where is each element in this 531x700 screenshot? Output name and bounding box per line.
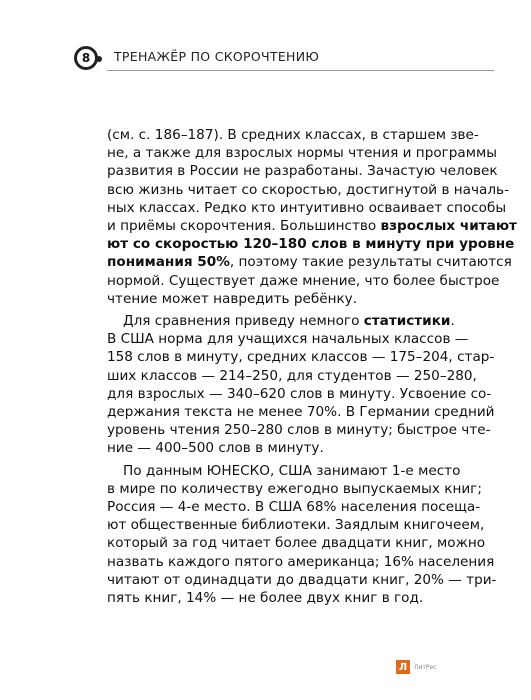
text-run: для взрослых — 340–620 слов в минуту. Усвоение со- [107,385,492,402]
text-run: . [450,313,455,330]
text-line [107,290,447,308]
text-run: (см. с. 186–187). В средних классах, в старшем зве- [107,127,479,143]
page-header [74,46,494,76]
text-run: 158 слов в минуту, средних классов — 175–204, стар- [107,349,495,366]
bold-text: взрослых читают [380,218,517,235]
text-line [107,589,447,607]
text-run: пять книг, 14% — не более двух книг в год. [107,590,424,607]
text-line [107,217,517,235]
text-run: всю жизнь читает со скоростью, достигнутой в началь- [107,181,509,198]
text-line [107,144,497,162]
text-run: и приёмы скорочтения. Большинство [107,218,381,235]
page-number: 8 [81,51,91,65]
text-line [107,421,491,439]
text-run: нормой. Существует даже мнение, что более быстрое [107,272,500,289]
text-line [107,253,512,271]
text-line [107,498,481,516]
text-run: ние — 400–500 слов в минуту. [107,440,324,457]
text-run: в мире по количеству ежегодно выпускаемых книг; [107,480,482,497]
page-number-badge [74,46,98,70]
text-line [107,462,461,480]
text-line [107,272,500,290]
publisher-logo-icon [396,660,410,674]
text-line [107,385,492,403]
text-line [107,403,495,421]
text-run: который за год читает более двадцати книг, можно [107,535,486,552]
text-run: По данным ЮНЕСКО, США занимают 1-е место [123,462,461,479]
text-line [107,199,507,217]
text-run: уровень чтения 250–280 слов в минуту; быстрое чте- [107,422,491,439]
text-run: держания текста не менее 70%. В Германии средний [107,404,495,421]
bold-text: ют со скоростью 120–180 слов в минуту при уровне [107,236,515,253]
publisher-logo-letter: Л [398,661,408,673]
text-run: ших классов — 214–250, для студентов — 250–280, [107,367,477,384]
publisher-name: ЛитРес [414,664,437,671]
text-line [107,162,498,180]
text-run: чтение может навредить ребёнку. [107,290,358,307]
text-line [107,516,485,534]
text-line [107,235,515,253]
paragraph [107,126,517,308]
text-line [107,330,469,348]
text-run: не, а также для взрослых нормы чтения и программы [107,145,497,162]
text-line [107,553,495,571]
body-text [107,126,517,611]
text-line [107,181,509,199]
text-line [107,480,482,498]
text-line [107,534,486,552]
text-run: Россия — 4-е место. В США 68% населения посеща- [107,499,481,516]
text-run: назвать каждого пятого американца; 16% населения [107,553,495,570]
text-run: ют общественные библиотеки. Заядлым книгочеем, [107,517,485,534]
text-line [107,126,479,144]
text-line [107,439,447,457]
text-run: Для сравнения приведу немного [123,313,364,330]
text-line [107,367,477,385]
text-run: ных классах. Редко кто интуитивно осваивает способы [107,199,507,216]
header-rule [107,70,494,71]
text-run: В США норма для учащихся начальных классов — [107,331,469,348]
running-title: ТРЕНАЖЁР ПО СКОРОЧТЕНИЮ [114,49,320,64]
text-run: развития в России не разработаны. Зачастую человек [107,163,498,180]
text-line [107,312,455,330]
text-line [107,571,497,589]
paragraph [107,312,495,458]
paragraph [107,462,497,608]
bold-text: понимания 50% [107,254,230,271]
text-run: , поэтому такие результаты считаются [229,254,512,271]
text-line [107,348,495,366]
bold-text: статистики [363,313,451,330]
text-run: читают от одинадцати до двадцати книг, 20% — три- [107,571,497,588]
